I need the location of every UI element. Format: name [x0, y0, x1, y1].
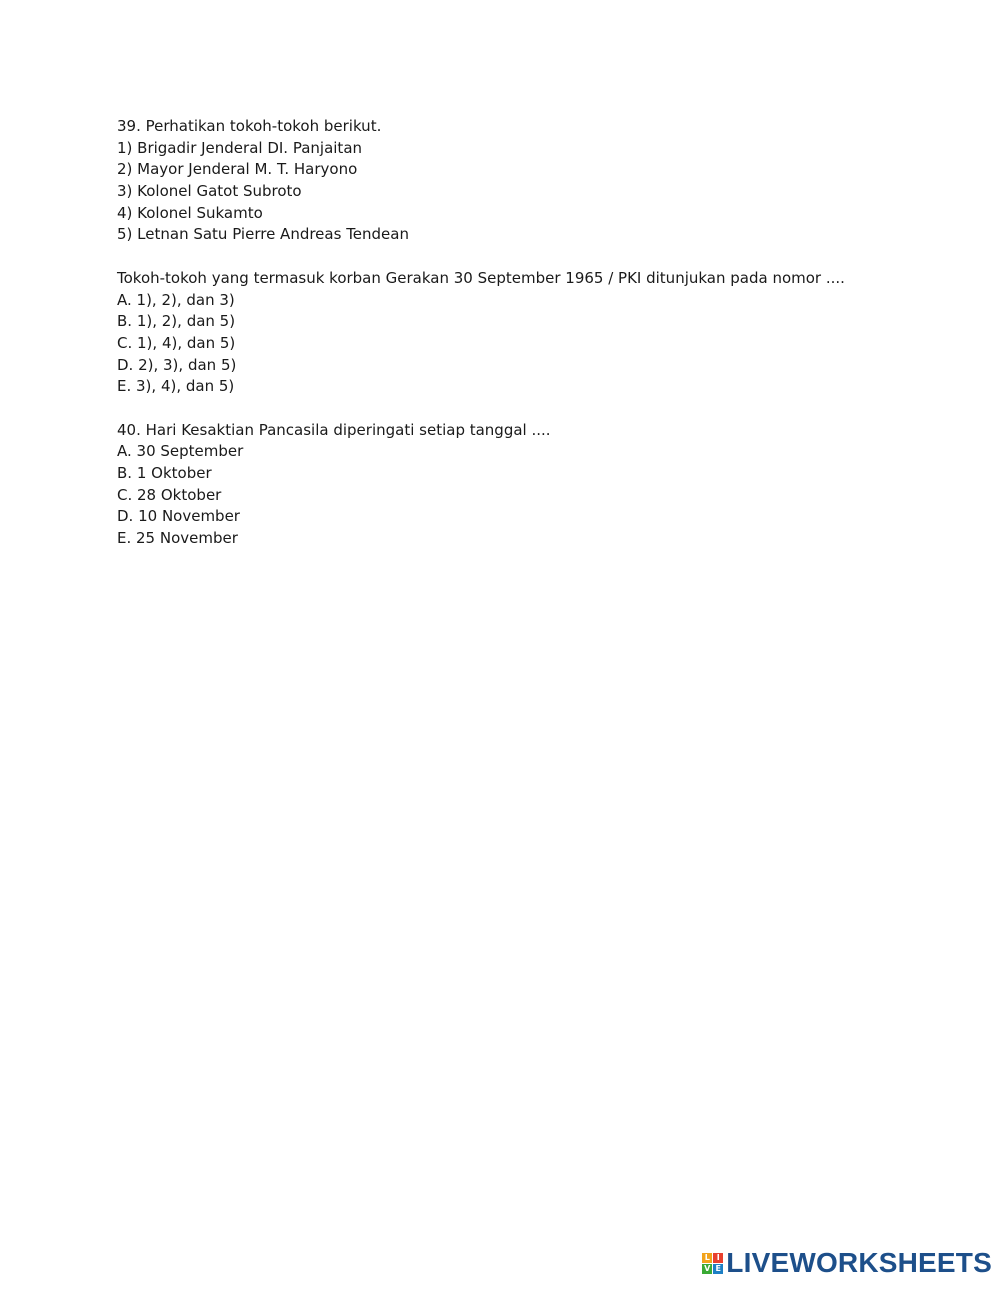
- answer-option: B. 1 Oktober: [117, 464, 212, 482]
- answer-option: E. 3), 4), dan 5): [117, 377, 235, 396]
- answer-option: A. 30 September: [117, 442, 244, 461]
- answer-option: E. 25 November: [117, 529, 238, 548]
- question-39-prompt: 39. Perhatikan tokoh-tokoh berikut.: [117, 117, 382, 135]
- spacer: [117, 246, 937, 268]
- question-40-prompt: 40. Hari Kesaktian Pancasila diperingati setiap tanggal ....: [117, 420, 551, 439]
- logo-letter-tile: V: [704, 1263, 711, 1273]
- answer-option: B. 1), 2), dan 5): [117, 312, 236, 331]
- answer-option: A. 1), 2), dan 3): [117, 290, 235, 309]
- answer-option: D. 10 November: [117, 507, 240, 526]
- logo-letter-tile: L: [702, 1253, 712, 1263]
- answer-option: C. 1), 4), dan 5): [117, 333, 236, 352]
- figure-item: 1) Brigadir Jenderal DI. Panjaitan: [117, 138, 363, 157]
- spacer: [117, 398, 937, 420]
- worksheet-page: [117, 116, 937, 550]
- figure-item: 3) Kolonel Gatot Subroto: [117, 182, 302, 201]
- answer-option: D. 2), 3), dan 5): [117, 355, 237, 374]
- logo-text: LIVEWORKSHEETS: [726, 1247, 992, 1278]
- figure-item: 5) Letnan Satu Pierre Andreas Tendean: [117, 225, 409, 244]
- question-39-text: Tokoh-tokoh yang termasuk korban Gerakan 30 September 1965 / PKI ditunjukan pada nomor ....: [117, 268, 845, 287]
- liveworksheets-logo: [702, 1249, 992, 1277]
- figure-item: 2) Mayor Jenderal M. T. Haryono: [117, 160, 358, 179]
- logo-letter-tile: E: [713, 1264, 723, 1274]
- live-logo-icon: [702, 1253, 723, 1274]
- logo-letter-tile: I: [713, 1253, 723, 1263]
- answer-option: C. 28 Oktober: [117, 485, 222, 504]
- figure-item: 4) Kolonel Sukamto: [117, 203, 263, 222]
